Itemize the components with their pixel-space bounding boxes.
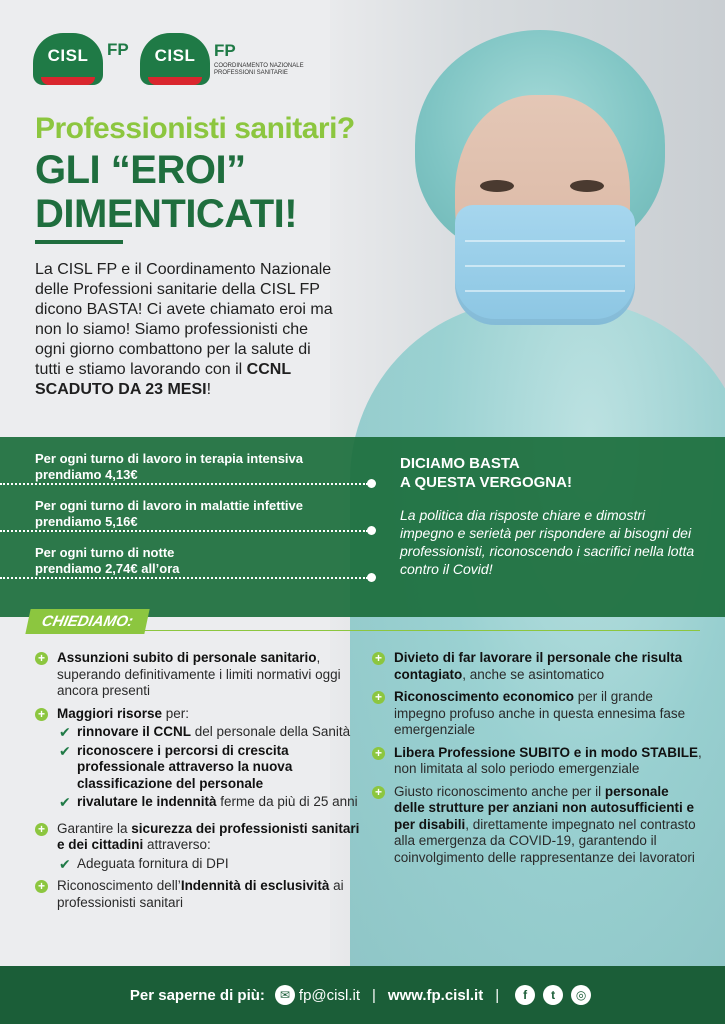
pay-row: Per ogni turno di lavoro in malattie infettive prendiamo 5,16€ — [35, 484, 375, 531]
pay-row: Per ogni turno di lavoro in terapia intensiva prendiamo 4,13€ — [35, 437, 375, 484]
list-item: + Riconoscimento economico per il grande impegno profuso anche in questa ennesima fase emergenziale — [372, 689, 702, 739]
divider — [35, 240, 123, 244]
plus-icon: + — [35, 708, 48, 721]
pay-row: Per ogni turno di notte prendiamo 2,74€ all’ora — [35, 531, 375, 578]
sub-item: ✔ riconoscere i percorsi di crescita professionale attraverso la nuova classificazione del personale — [59, 742, 293, 791]
check-icon: ✔ — [59, 742, 71, 759]
check-icon: ✔ — [59, 724, 71, 740]
website-link[interactable]: www.fp.cisl.it — [387, 986, 484, 1004]
cisl-fp-logo: CISL FP — [33, 33, 129, 85]
plus-icon: + — [372, 691, 385, 704]
demands-right — [372, 650, 702, 872]
coordinamento-logo: CISL FP COORDINAMENTO NAZIONALE PROFESSIONI SANITARIE — [140, 33, 304, 85]
sub-item: ✔ Adeguata fornitura di DPI — [59, 855, 229, 872]
demands-left — [35, 650, 360, 917]
instagram-icon[interactable]: ◎ — [571, 985, 591, 1005]
plus-icon: + — [35, 823, 48, 836]
surgical-mask — [455, 205, 635, 325]
list-item: + Divieto di far lavorare il personale che risulta contagiato, anche se asintomatico — [372, 650, 702, 683]
section-tag: CHIEDIAMO: — [25, 609, 149, 634]
pay-band — [0, 437, 725, 617]
headline-main: GLI “EROI” DIMENTICATI! — [35, 148, 298, 236]
list-item: + Giusto riconoscimento anche per il personale delle strutture per anziani non autosufficienti e per disabili, direttamente impegnato nel contrasto alla emergenza da COVID-19, garantendo il coinvolgimento delle rappresentanze dei lavoratori — [372, 784, 702, 867]
check-icon: ✔ — [59, 855, 71, 872]
list-item: + Libera Professione SUBITO e in modo STABILE, non limitata al solo periodo emergenziale — [372, 745, 702, 778]
twitter-icon[interactable]: t — [543, 985, 563, 1005]
list-item: + Garantire la sicurezza dei professionisti sanitari e dei cittadini attraverso: ✔ Adeguata fornitura di DPI — [35, 821, 360, 873]
band-title: DICIAMO BASTA A QUESTA VERGOGNA! — [400, 455, 572, 491]
footer: Per saperne di più: ✉ fp@cisl.it | www.fp.cisl.it | f t ◎ — [0, 966, 725, 1024]
plus-icon: + — [35, 880, 48, 893]
sub-item: ✔ rivalutare le indennità ferme da più di 25 anni — [59, 794, 358, 810]
email-icon[interactable]: ✉ — [275, 985, 295, 1005]
list-item: + Maggiori risorse per: ✔ rinnovare il CCNL del personale della Sanità ✔ riconoscere i percorsi di crescita professionale attraverso la nuova classificazione del personale ✔ rivalutare le indennità ferme da più di 25 anni — [35, 706, 360, 811]
email-link[interactable]: fp@cisl.it — [298, 986, 360, 1004]
list-item: + Assunzioni subito di personale sanitario, superando definitivamente i limiti normativi oggi ancora presenti — [35, 650, 360, 700]
list-item: + Riconoscimento dell’Indennità di esclusività ai professionisti sanitari — [35, 878, 360, 911]
plus-icon: + — [372, 652, 385, 665]
plus-icon: + — [372, 786, 385, 799]
check-icon: ✔ — [59, 794, 71, 810]
plus-icon: + — [35, 652, 48, 665]
band-quote: La politica dia risposte chiare e dimostri impegno e serietà per rispondere ai bisogni dei professionisti, riconoscendo i sacrifici nella lotta contro il Covid! — [400, 507, 695, 577]
sub-item: ✔ rinnovare il CCNL del personale della Sanità — [59, 724, 351, 740]
surgical-gown — [350, 300, 725, 980]
footer-label: Per saperne di più: — [129, 986, 265, 1004]
headline-question: Professionisti sanitari? — [35, 112, 355, 145]
intro-paragraph: La CISL FP e il Coordinamento Nazionale delle Professioni sanitarie della CISL FP dicono BASTA! Ci avete chiamato eroi ma non lo siamo! Siamo professionisti che ogni giorno combattono per la salute di tutti e stiamo lavorando con il CCNL SCADUTO DA 23 MESI! — [35, 261, 333, 398]
facebook-icon[interactable]: f — [515, 985, 535, 1005]
plus-icon: + — [372, 747, 385, 760]
